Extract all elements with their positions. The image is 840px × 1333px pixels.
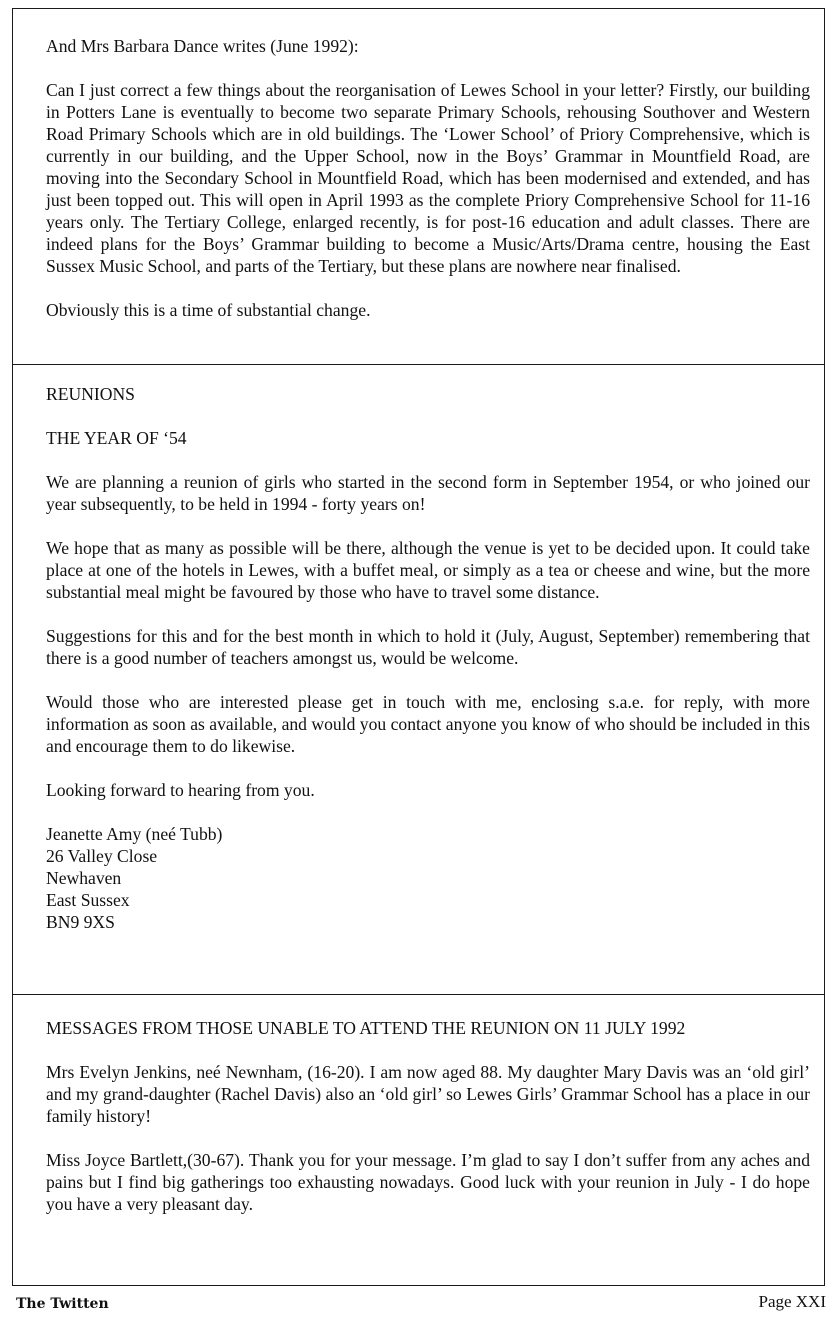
section-divider <box>13 364 824 365</box>
reunion-para-2: We hope that as many as possible will be there, although the venue is yet to be decided upon. It could take place at one of the hotels in Lewes, with a buffet meal, or simply as a tea or cheese and wine, but the more substantial meal might be favoured by those who have to travel some distance. <box>46 538 810 602</box>
reunion-para-4: Would those who are interested please get in touch with me, enclosing s.a.e. for reply, with more information as soon as available, and would you contact anyone you know of who should be included in this and encourage them to do likewise. <box>46 692 810 756</box>
reunions-heading: REUNIONS <box>46 384 135 404</box>
page-frame <box>12 8 825 1286</box>
year-54-heading: THE YEAR OF ‘54 <box>46 428 187 448</box>
section-divider <box>13 994 824 995</box>
contact-address <box>46 823 810 933</box>
publication-name: The Twitten <box>16 1296 109 1312</box>
letter-intro: And Mrs Barbara Dance writes (June 1992): <box>46 36 359 56</box>
reunion-para-3: Suggestions for this and for the best month in which to hold it (July, August, September) remembering that there is a good number of teachers amongst us, would be welcome. <box>46 626 810 668</box>
message-jenkins: Mrs Evelyn Jenkins, neé Newnham, (16-20). I am now aged 88. My daughter Mary Davis was an ‘old girl’ and my grand-daughter (Rachel Davis) also an ‘old girl’ so Lewes Girls’ Grammar School has a place in our family history! <box>46 1062 810 1126</box>
reunion-para-1: We are planning a reunion of girls who started in the second form in September 1954, or who joined our year subsequently, to be held in 1994 - forty years on! <box>46 472 810 514</box>
letter-body: Can I just correct a few things about the reorganisation of Lewes School in your letter? Firstly, our building in Potters Lane is eventually to become two separate Primary Schools, rehousing Southover and Western Road Primary Schools which are in old buildings. The ‘Lower School’ of Priory Comprehensive, which is currently in our building, and the Upper School, now in the Boys’ Grammar in Mountfield Road, are moving into the Secondary School in Mountfield Road, which has been modernised and extended, and has just been topped out. This will open in April 1993 as the complete Priory Comprehensive School for 11-16 years only. The Tertiary College, enlarged recently, is for post-16 education and adult classes. There are indeed plans for the Boys’ Grammar building to become a Music/Arts/Drama centre, housing the East Sussex Music School, and parts of the Tertiary, but these plans are nowhere near finalised. <box>46 80 810 276</box>
address-line: Jeanette Amy (neé Tubb) <box>46 824 223 844</box>
address-line: BN9 9XS <box>46 912 115 932</box>
section-messages <box>13 1017 824 1215</box>
page-number: Page XXI <box>758 1292 826 1311</box>
address-line: 26 Valley Close <box>46 846 158 866</box>
address-line: East Sussex <box>46 890 130 910</box>
reunion-para-5: Looking forward to hearing from you. <box>46 780 315 800</box>
section-reunions <box>13 383 824 933</box>
letter-closing: Obviously this is a time of substantial change. <box>46 300 371 320</box>
messages-heading: MESSAGES FROM THOSE UNABLE TO ATTEND THE REUNION ON 11 JULY 1992 <box>46 1018 686 1038</box>
message-bartlett: Miss Joyce Bartlett,(30-67). Thank you for your message. I’m glad to say I don’t suffer from any aches and pains but I find big gatherings too exhausting nowadays. Good luck with your reunion in July - I do hope you have a very pleasant day. <box>46 1150 810 1214</box>
address-line: Newhaven <box>46 868 122 888</box>
section-school-reorganisation <box>13 35 824 321</box>
